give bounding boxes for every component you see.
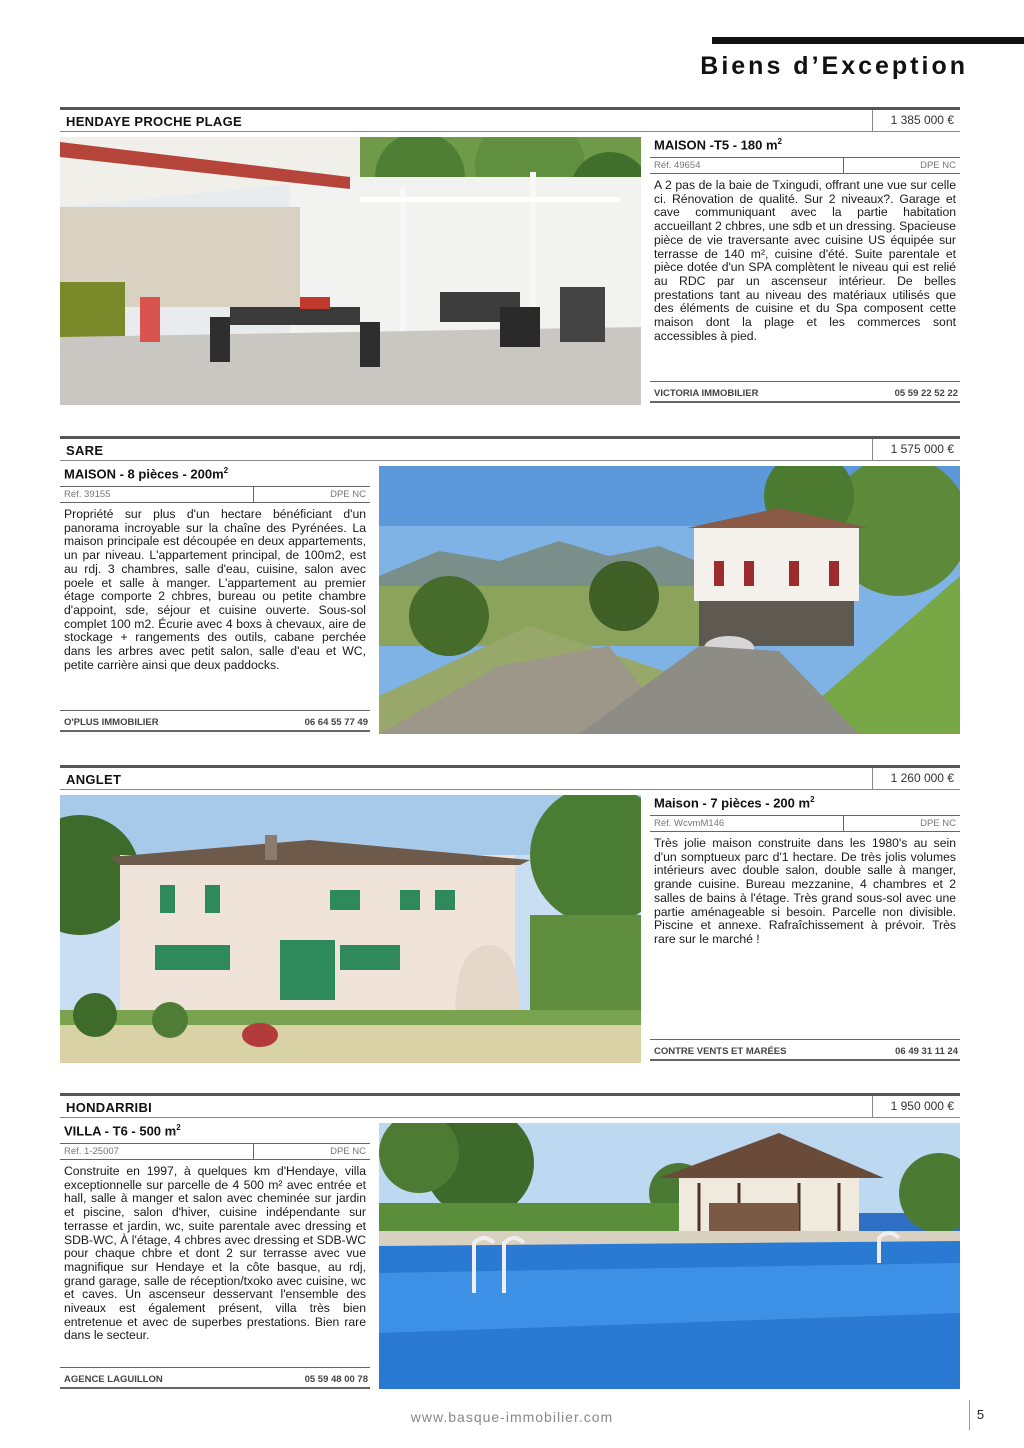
listing-photo-terrace[interactable] — [60, 137, 641, 405]
listing-phone[interactable]: 05 59 22 52 22 — [894, 388, 958, 399]
page-number: 5 — [969, 1400, 991, 1430]
listing-phone[interactable]: 06 64 55 77 49 — [304, 717, 368, 728]
listing-location: SARE — [66, 443, 104, 458]
listing-hendaye — [60, 107, 960, 407]
footer-url[interactable]: www.basque-immobilier.com — [410, 1409, 614, 1425]
listing-location: HONDARRIBI — [66, 1100, 153, 1115]
listing-ref-row — [650, 157, 960, 174]
listing-title-bar — [60, 765, 960, 790]
listing-description: A 2 pas de la baie de Txingudi, offrant une vue sur celle ci. Rénovation de qualité. Sur 2 niveaux?. Garage et cave communiquant avec la partie habitation accueillant 2 chbres, une sdb et un dressing. Spacieuse pièce de vie traversante avec cuisine US équipée sur terrasse de 140 m², cuisine d'été. Suite parentale et pièce dotée d'un SPA complètent le niveau qui est relié au RDC par un ascenseur intérieur. De belles prestations tant au niveau des matériaux utilisés que des éléments de cuisine et du Spa composent cette maison dont la plage et les commerces sont accessibles à pied. — [654, 178, 956, 343]
header-bar — [712, 37, 1024, 44]
listing-info — [60, 1123, 370, 1391]
listing-agency[interactable]: CONTRE VENTS ET MARÉES — [654, 1046, 787, 1057]
listing-price: 1 950 000 € — [872, 1096, 960, 1117]
listing-title-bar — [60, 436, 960, 461]
listing-info — [60, 466, 370, 736]
listing-agency[interactable]: AGENCE LAGUILLON — [64, 1374, 163, 1385]
listing-dpe: DPE NC — [330, 1146, 366, 1157]
listing-location: ANGLET — [66, 772, 122, 787]
listing-ref: Réf. WcvmM146 — [654, 818, 725, 829]
listing-agency[interactable]: O'PLUS IMMOBILIER — [64, 717, 159, 728]
listing-dpe: DPE NC — [920, 160, 956, 171]
listing-description: Construite en 1997, à quelques km d'Hendaye, villa exceptionnelle sur parcelle de 4 500 m² avec entrée et hall, salle à manger et salon avec cheminée sur jardin et piscine, salon d'hiver, cuisine indépendante sur terrasse et jardin, wc, suite parentale avec dressing et SDB-WC, À l'étage, 4 chbres avec dressing et SDB-WC pour chaque chbre et dont 2 sur terrasse avec vue magnifique sur Hendaye et la côte basque, au rdj, grand garage, salle de réception/txoko avec cuisine, wc et caves. Un ascenseur desservant l'ensemble des niveaux est également présent, villa très bien entretenue et avec de superbes prestations. Bien rare dans le secteur. — [64, 1164, 366, 1343]
listing-agency[interactable]: VICTORIA IMMOBILIER — [654, 388, 759, 399]
listing-type: MAISON - 8 pièces - $200m^2$ — [64, 466, 229, 482]
listing-price: 1 575 000 € — [872, 439, 960, 460]
listing-photo-green-shutter-house[interactable] — [60, 795, 641, 1063]
listing-photo-villa-pool[interactable] — [379, 1123, 960, 1389]
listing-description: Propriété sur plus d'un hectare bénéficiant d'un panorama incroyable sur la chaîne des Pyrénées. La maison principale est découpée en deux appartements, un par niveau. L'appartement principal, de 100m2, est au rdj. 3 chambres, salle d'eau, cuisine, salon avec poele et salle à manger. L'appartement au premier étage comporte 2 chbres, bureau ou petite chambre d'appoint, sde, séjour et cuisine ouverte. Sous-sol complet 100 m2. Écurie avec 4 boxs à chevaux, aire de stockage + rangements des outils, cabane perchée dans les arbres avec petit salon, salle d'eau et WC, petite carrière ainsi que deux paddocks. — [64, 507, 366, 672]
listing-agency-row — [650, 381, 960, 403]
page-title: Biens d’Exception — [700, 52, 968, 80]
listing-phone[interactable]: 06 49 31 11 24 — [895, 1046, 958, 1057]
listing-type: Maison - 7 pièces - 200 $m^2$ — [654, 795, 815, 811]
listing-ref: Réf. 49654 — [654, 160, 701, 171]
listing-photo-house-mountains[interactable] — [379, 466, 960, 734]
listing-location: HENDAYE PROCHE PLAGE — [66, 114, 242, 129]
listing-description: Très jolie maison construite dans les 1980's au sein d'un somptueux parc d'1 hectare. De très jolis volumes intérieurs avec double salon, double salle à manger, grande cuisine. Bureau mezzanine, 4 chambres et 2 salles de bains à l'étage. Très grand sous-sol avec une partie aménageable si besoin. Parcelle non divisible. Piscine et annexe. Rafraîchissement à prévoir. Très rare sur le marché ! — [654, 836, 956, 946]
listing-hondarribi — [60, 1093, 960, 1393]
listing-type: MAISON -T5 - 180 $m^2$ — [654, 137, 782, 153]
listing-ref: Réf. 39155 — [64, 489, 111, 500]
listing-dpe: DPE NC — [330, 489, 366, 500]
listing-anglet — [60, 765, 960, 1065]
listing-price: 1 385 000 € — [872, 110, 960, 131]
listing-ref-row — [650, 815, 960, 832]
listing-title-bar — [60, 1093, 960, 1118]
listing-ref: Réf. 1-25007 — [64, 1146, 119, 1157]
listing-dpe: DPE NC — [920, 818, 956, 829]
listing-agency-row — [650, 1039, 960, 1061]
listing-title-bar — [60, 107, 960, 132]
listing-sare — [60, 436, 960, 736]
listing-agency-row — [60, 1367, 370, 1389]
listing-info — [650, 795, 960, 1063]
listing-info — [650, 137, 960, 405]
listing-ref-row — [60, 1143, 370, 1160]
listing-phone[interactable]: 05 59 48 00 78 — [304, 1374, 368, 1385]
listing-price: 1 260 000 € — [872, 768, 960, 789]
listing-type: VILLA - T6 - 500 $m^2$ — [64, 1123, 181, 1139]
listing-agency-row — [60, 710, 370, 732]
listing-ref-row — [60, 486, 370, 503]
